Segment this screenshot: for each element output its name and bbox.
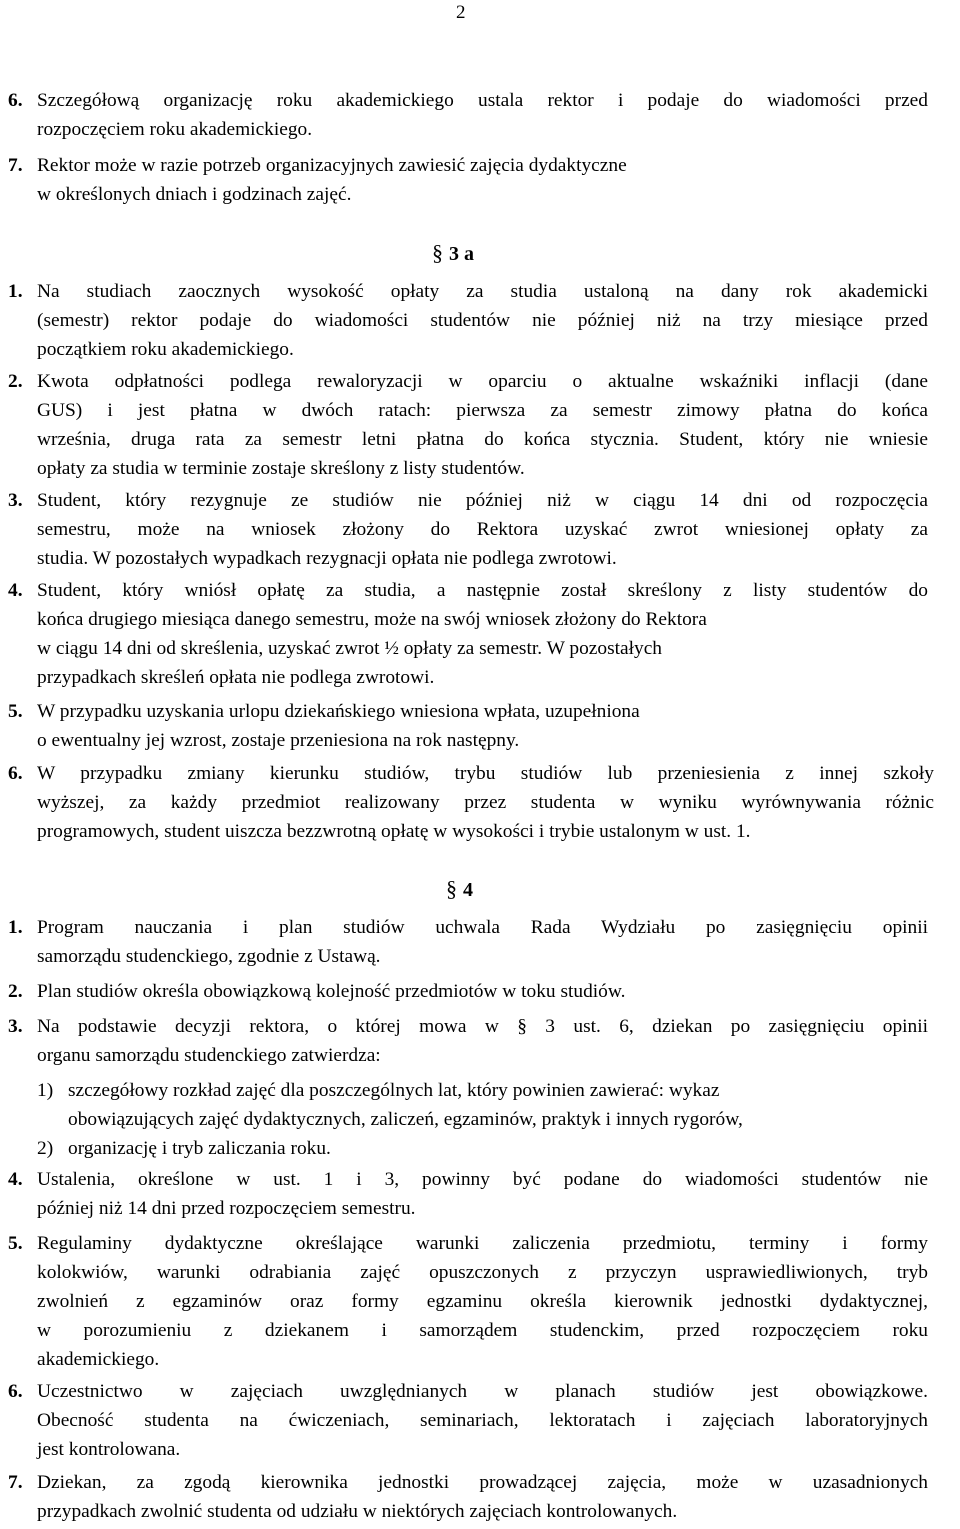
item-line: Regulaminy dydaktyczne określające warunki zaliczenia przedmiotu, terminy i formy — [37, 1233, 928, 1254]
item-number: 6. — [8, 90, 23, 111]
item-number: 7. — [8, 155, 23, 176]
item-line: samorządu studenckiego, zgodnie z Ustawą. — [37, 946, 381, 967]
item-line: w porozumieniu z dziekanem i samorządem studenckim, przed rozpoczęciem roku — [37, 1320, 928, 1341]
item-number: 6. — [8, 763, 23, 784]
item-line: przypadkach skreśleń opłata nie podlega zwrotowi. — [37, 667, 435, 688]
item-line: w ciągu 14 dni od skreślenia, uzyskać zwrot ½ opłaty za semestr. W pozostałych — [37, 638, 663, 659]
subitem-number: 2) — [37, 1138, 54, 1159]
item-line: Na studiach zaocznych wysokość opłaty za studia ustaloną na dany rok akademicki — [37, 281, 928, 302]
item-line: W przypadku uzyskania urlopu dziekańskiego wniesiona wpłata, uzupełniona — [37, 701, 640, 722]
item-line: zwolnień z egzaminów oraz formy egzaminu określa kierownik jednostki dydaktycznej, — [37, 1291, 928, 1312]
item-line: Student, który wniósł opłatę za studia, a następnie został skreślony z listy studentów do — [37, 580, 928, 601]
item-number: 1. — [8, 917, 23, 938]
subitem-line: obowiązujących zajęć dydaktycznych, zaliczeń, egzaminów, praktyk i innych rygorów, — [68, 1109, 743, 1130]
subitem-line: szczegółowy rozkład zajęć dla poszczególnych lat, który powinien zawierać: wykaz — [68, 1080, 720, 1101]
item-line: Na podstawie decyzji rektora, o której mowa w § 3 ust. 6, dziekan po zasięgnięciu opinii — [37, 1016, 928, 1037]
item-line: Program nauczania i plan studiów uchwala Rada Wydziału po zasięgnięciu opinii — [37, 917, 928, 938]
item-line: końca drugiego miesiąca danego semestru, może na swój wniosek złożony do Rektora — [37, 609, 707, 630]
item-line: semestru, może na wniosek złożony do Rektora uzyskać zwrot wniesionej opłaty za — [37, 519, 928, 540]
section-title: 3 a — [449, 243, 474, 265]
item-line: (semestr) rektor podaje do wiadomości studentów nie później niż na trzy miesiące przed — [37, 310, 928, 331]
item-line: kolokwiów, warunki odrabiania zajęć opuszczonych z przyczyn usprawiedliwionych, tryb — [37, 1262, 928, 1283]
item-number: 4. — [8, 580, 23, 601]
item-number: 2. — [8, 371, 23, 392]
item-line: programowych, student uiszcza bezzwrotną opłatę w wysokości i trybie ustalonym w ust. 1. — [37, 821, 751, 842]
item-line: organu samorządu studenckiego zatwierdza: — [37, 1045, 381, 1066]
item-number: 2. — [8, 981, 23, 1002]
section-title: 4 — [463, 879, 473, 901]
subitem-number: 1) — [37, 1080, 54, 1101]
item-line: Rektor może w razie potrzeb organizacyjnych zawiesić zajęcia dydaktyczne — [37, 155, 627, 176]
item-number: 3. — [8, 1016, 23, 1037]
item-number: 5. — [8, 701, 23, 722]
page-number: 2 — [456, 2, 466, 23]
item-line: jest kontrolowana. — [37, 1439, 181, 1460]
section-heading — [432, 240, 474, 266]
item-line: przypadkach zwolnić studenta od udziału w niektórych zajęciach kontrolowanych. — [37, 1501, 678, 1522]
item-line: w określonych dniach i godzinach zajęć. — [37, 184, 352, 205]
item-line: studia. W pozostałych wypadkach rezygnacji opłata nie podlega zwrotowi. — [37, 548, 617, 569]
item-line: Szczegółową organizację roku akademickiego ustala rektor i podaje do wiadomości przed — [37, 90, 928, 111]
item-line: Uczestnictwo w zajęciach uwzględnianych w planach studiów jest obowiązkowe. — [37, 1381, 928, 1402]
item-line: Plan studiów określa obowiązkową kolejność przedmiotów w toku studiów. — [37, 981, 626, 1002]
item-number: 7. — [8, 1472, 23, 1493]
item-line: opłaty za studia w terminie zostaje skreślony z listy studentów. — [37, 458, 525, 479]
item-line: Obecność studenta na ćwiczeniach, seminariach, lektoratach i zajęciach laboratoryjnych — [37, 1410, 928, 1431]
section-symbol: § — [446, 876, 457, 901]
item-line: września, druga rata za semestr letni płatna do końca stycznia. Student, który nie wniesie — [37, 429, 928, 450]
item-line: W przypadku zmiany kierunku studiów, trybu studiów lub przeniesienia z innej szkoły — [37, 763, 934, 784]
subitem-line: organizację i tryb zaliczania roku. — [68, 1138, 331, 1159]
item-line: o ewentualny jej wzrost, zostaje przeniesiona na rok następny. — [37, 730, 520, 751]
item-line: początkiem roku akademickiego. — [37, 339, 294, 360]
item-number: 4. — [8, 1169, 23, 1190]
item-line: Kwota odpłatności podlega rewaloryzacji w oparciu o aktualne wskaźniki inflacji (dane — [37, 371, 928, 392]
item-line: rozpoczęciem roku akademickiego. — [37, 119, 313, 140]
item-line: GUS) i jest płatna w dwóch ratach: pierwsza za semestr zimowy płatna do końca — [37, 400, 928, 421]
item-line: wyższej, za każdy przedmiot realizowany przez studenta w wyniku wyrównywania różnic — [37, 792, 934, 813]
item-number: 6. — [8, 1381, 23, 1402]
item-line: Student, który rezygnuje ze studiów nie później niż w ciągu 14 dni od rozpoczęcia — [37, 490, 928, 511]
section-heading — [446, 876, 473, 902]
item-line: Dziekan, za zgodą kierownika jednostki prowadzącej zajęcia, może w uzasadnionych — [37, 1472, 928, 1493]
item-line: później niż 14 dni przed rozpoczęciem semestru. — [37, 1198, 416, 1219]
item-number: 5. — [8, 1233, 23, 1254]
item-number: 1. — [8, 281, 23, 302]
item-line: akademickiego. — [37, 1349, 160, 1370]
item-number: 3. — [8, 490, 23, 511]
section-symbol: § — [432, 240, 443, 265]
item-line: Ustalenia, określone w ust. 1 i 3, powinny być podane do wiadomości studentów nie — [37, 1169, 928, 1190]
